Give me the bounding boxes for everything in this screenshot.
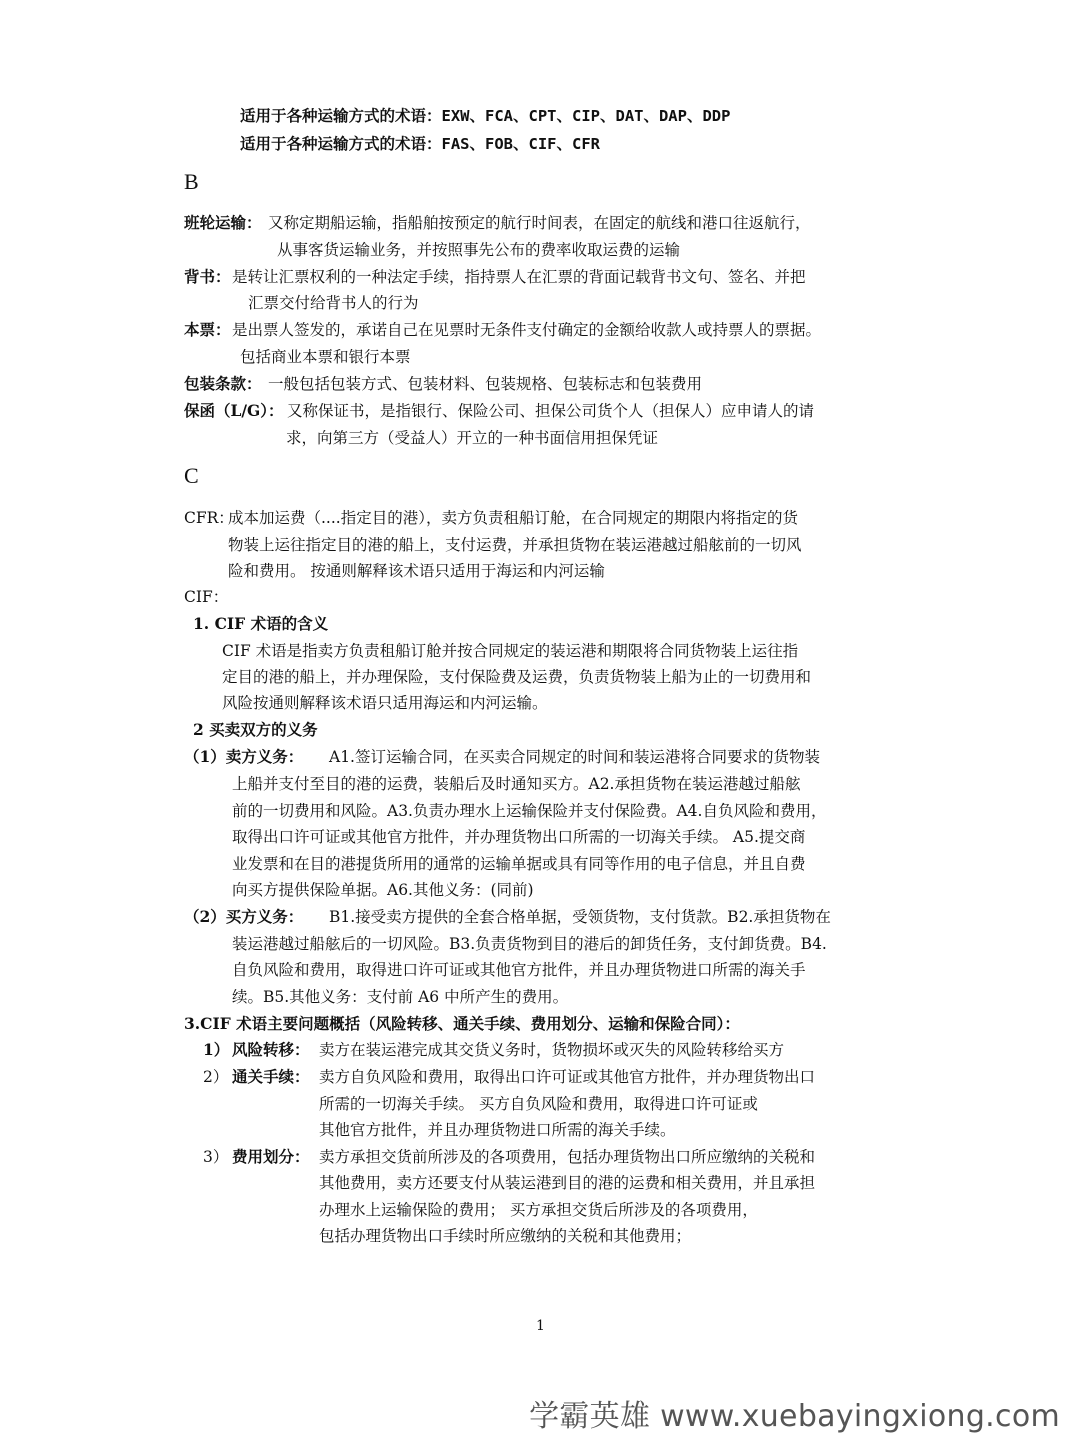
paragraph-line: 向买方提供保险单据。A6.其他义务：(同前) — [232, 881, 534, 899]
paragraph-line: 办理水上运输保险的费用； 买方承担交货后所涉及的各项费用， — [319, 1201, 758, 1219]
term-text: 又称保证书，是指银行、保险公司、担保公司货个人（担保人）应申请人的请 — [287, 402, 815, 420]
section-letter-b: B — [184, 169, 199, 194]
item-number: 1） — [203, 1040, 230, 1059]
paragraph-line: A1.签订运输合同，在买卖合同规定的时间和装运港将合同要求的货物装 — [329, 748, 820, 766]
paragraph-line: 上船并支付至目的港的运费，装船后及时通知买方。A2.承担货物在装运港越过船舷 — [232, 775, 801, 793]
term-text: 求，向第三方（受益人）开立的一种书面信用担保凭证 — [286, 429, 659, 447]
paragraph-line: B1.接受卖方提供的全套合格单据，受领货物，支付货款。B2.承担货物在 — [329, 908, 831, 926]
term-text: 是转让汇票权利的一种法定手续，指持票人在汇票的背面记载背书文句、签名、并把 — [232, 268, 806, 286]
seller-obligation-label: （1）卖方义务： — [184, 747, 304, 766]
item-label: 风险转移： — [232, 1040, 310, 1059]
paragraph-line: 卖方承担交货前所涉及的各项费用，包括办理货物出口所应缴纳的关税和 — [319, 1148, 816, 1166]
section-letter-c: C — [184, 463, 199, 488]
terms-line-2: 适用于各种运输方式的术语：FAS、FOB、CIF、CFR — [240, 135, 600, 153]
heading-summary: 3.CIF 术语主要问题概括（风险转移、通关手续、费用划分、运输和保险合同）： — [184, 1014, 740, 1033]
page-number: 1 — [536, 1318, 545, 1334]
paragraph-line: 业发票和在目的港提货所用的通常的运输单据或具有同等作用的电子信息，并且自费 — [232, 855, 806, 873]
term-label: 本票： — [184, 320, 231, 339]
term-text: 从事客货运输业务，并按照事先公布的费率收取运费的运输 — [277, 241, 681, 259]
term-text: 包括商业本票和银行本票 — [240, 348, 411, 366]
item-number: 2） — [203, 1068, 229, 1086]
item-number: 3） — [203, 1148, 229, 1166]
paragraph-line: 卖方自负风险和费用，取得出口许可证或其他官方批件，并办理货物出口 — [319, 1068, 816, 1086]
heading-obligations: 2 买卖双方的义务 — [193, 720, 318, 739]
paragraph-line: 前的一切费用和风险。A3.负责办理水上运输保险并支付保险费。A4.自负风险和费用， — [232, 802, 827, 820]
terms-line-1: 适用于各种运输方式的术语：EXW、FCA、CPT、CIP、DAT、DAP、DDP — [240, 107, 731, 125]
term-label: 包装条款： — [184, 374, 262, 393]
term-label: 保函（L/G）： — [184, 401, 284, 420]
term-label: 背书： — [184, 267, 231, 286]
paragraph-line: 其他费用，卖方还要支付从装运港到目的港的运费和相关费用，并且承担 — [319, 1174, 816, 1192]
paragraph-line: 卖方在装运港完成其交货义务时，货物损坏或灭失的风险转移给买方 — [319, 1041, 785, 1059]
term-label: 班轮运输： — [184, 213, 262, 232]
buyer-obligation-label: （2）买方义务： — [184, 907, 304, 926]
paragraph-line: 装运港越过船舷后的一切风险。B3.负责货物到目的港后的卸货任务，支付卸货费。B4. — [232, 935, 827, 953]
heading-cif-meaning: 1. CIF 术语的含义 — [193, 614, 329, 633]
paragraph-line: 定目的港的船上，并办理保险，支付保险费及运费，负责货物装上船为止的一切费用和 — [222, 668, 812, 686]
term-text: 是出票人签发的，承诺自己在见票时无条件支付确定的金额给收款人或持票人的票据。 — [232, 321, 822, 339]
term-text: 成本加运费（....指定目的港），卖方负责租船订舱，在合同规定的期限内将指定的货 — [228, 509, 798, 527]
term-text: 一般包括包装方式、包装材料、包装规格、包装标志和包装费用 — [268, 375, 703, 393]
paragraph-line: 取得出口许可证或其他官方批件，并办理货物出口所需的一切海关手续。 A5.提交商 — [232, 828, 806, 846]
term-text: 物装上运往指定目的港的船上，支付运费，并承担货物在装运港越过船舷前的一切风 — [228, 536, 802, 554]
cif-label: CIF： — [184, 588, 229, 606]
item-label: 费用划分： — [232, 1147, 310, 1166]
term-text: 险和费用。 按通则解释该术语只适用于海运和内河运输 — [228, 562, 605, 580]
term-text: 汇票交付给背书人的行为 — [248, 294, 419, 312]
paragraph-line: CIF 术语是指卖方负责租船订舱并按合同规定的装运港和期限将合同货物装上运往指 — [222, 642, 799, 660]
item-label: 通关手续： — [232, 1067, 310, 1086]
term-text: 又称定期船运输，指船舶按预定的航行时间表，在固定的航线和港口往返航行， — [268, 214, 811, 232]
paragraph-line: 其他官方批件，并且办理货物进口所需的海关手续。 — [319, 1121, 676, 1139]
paragraph-line: 所需的一切海关手续。 买方自负风险和费用，取得进口许可证或 — [319, 1095, 758, 1113]
paragraph-line: 风险按通则解释该术语只适用海运和内河运输。 — [222, 694, 548, 712]
paragraph-line: 续。B5.其他义务：支付前 A6 中所产生的费用。 — [232, 988, 569, 1006]
term-label: CFR： — [184, 509, 234, 527]
watermark-footer: 学霸英雄 www.xuebayingxiong.com — [529, 1399, 1060, 1434]
paragraph-line: 包括办理货物出口手续时所应缴纳的关税和其他费用； — [319, 1227, 692, 1245]
paragraph-line: 自负风险和费用，取得进口许可证或其他官方批件，并且办理货物进口所需的海关手 — [232, 961, 806, 979]
